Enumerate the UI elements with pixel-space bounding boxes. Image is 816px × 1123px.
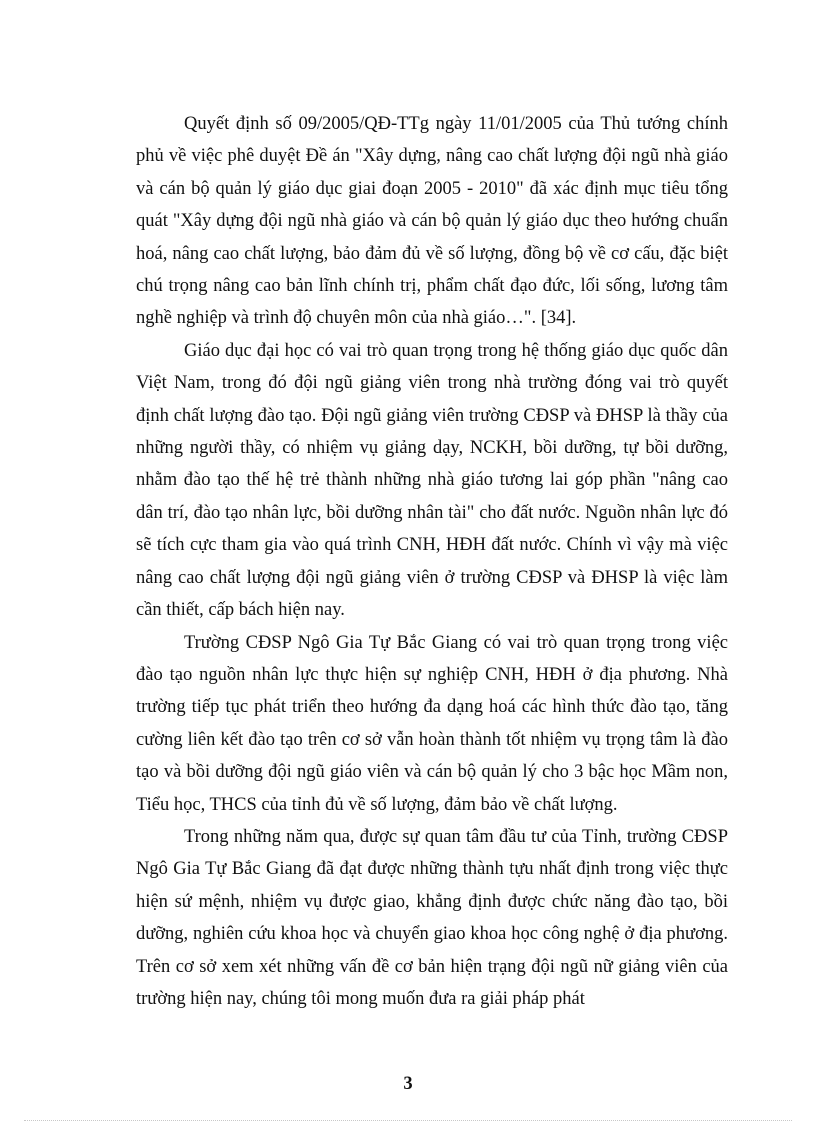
page-bottom-divider bbox=[24, 1120, 792, 1121]
page-number: 3 bbox=[403, 1074, 413, 1094]
paragraph-recent-years: Trong những năm qua, được sự quan tâm đầu tư của Tỉnh, trường CĐSP Ngô Gia Tự Bắc Giang đã đạt được những thành tựu nhất định trong việc thực hiện sứ mệnh, nhiệm vụ được giao, khẳng định được chức năng đào tạo, bồi dưỡng, nghiên cứu khoa học và chuyển giao khoa học công nghệ ở địa phương. Trên cơ sở xem xét những vấn đề cơ bản hiện trạng đội ngũ nữ giảng viên của trường hiện nay, chúng tôi mong muốn đưa ra giải pháp phát bbox=[136, 826, 728, 1009]
paragraph-college-role: Trường CĐSP Ngô Gia Tự Bắc Giang có vai trò quan trọng trong việc đào tạo nguồn nhân lực thực hiện sự nghiệp CNH, HĐH ở địa phương. Nhà trường tiếp tục phát triển theo hướng đa dạng hoá các hình thức đào tạo, tăng cường liên kết đào tạo trên cơ sở vẫn hoàn thành tốt nhiệm vụ trọng tâm là đào tạo và bồi dưỡng đội ngũ giáo viên và cán bộ quản lý cho 3 bậc học Mầm non, Tiểu học, THCS của tỉnh đủ về số lượng, đảm bảo về chất lượng. bbox=[136, 632, 728, 815]
paragraph-higher-education: Giáo dục đại học có vai trò quan trọng trong hệ thống giáo dục quốc dân Việt Nam, trong đó đội ngũ giảng viên trong nhà trường đóng vai trò quyết định chất lượng đào tạo. Đội ngũ giảng viên trường CĐSP và ĐHSP là thầy của những người thầy, có nhiệm vụ giảng dạy, NCKH, bồi dưỡng, tự bồi dưỡng, nhằm đào tạo thế hệ trẻ thành những nhà giáo tương lai góp phần "nâng cao dân trí, đào tạo nhân lực, bồi dưỡng nhân tài" cho đất nước. Nguồn nhân lực đó sẽ tích cực tham gia vào quá trình CNH, HĐH đất nước. Chính vì vậy mà việc nâng cao chất lượng đội ngũ giảng viên ở trường CĐSP và ĐHSP là việc làm cần thiết, cấp bách hiện nay. bbox=[136, 340, 728, 621]
body-text bbox=[136, 108, 728, 1015]
paragraph-decision-09: Quyết định số 09/2005/QĐ-TTg ngày 11/01/2005 của Thủ tướng chính phủ về việc phê duyệt Đề án "Xây dựng, nâng cao chất lượng đội ngũ nhà giáo và cán bộ quản lý giáo dục giai đoạn 2005 - 2010" đã xác định mục tiêu tổng quát "Xây dựng đội ngũ nhà giáo và cán bộ quản lý giáo dục theo hướng chuẩn hoá, nâng cao chất lượng, bảo đảm đủ về số lượng, đồng bộ về cơ cấu, đặc biệt chú trọng nâng cao bản lĩnh chính trị, phẩm chất đạo đức, lối sống, lương tâm nghề nghiệp và trình độ chuyên môn của nhà giáo…". [34]. bbox=[136, 114, 728, 329]
